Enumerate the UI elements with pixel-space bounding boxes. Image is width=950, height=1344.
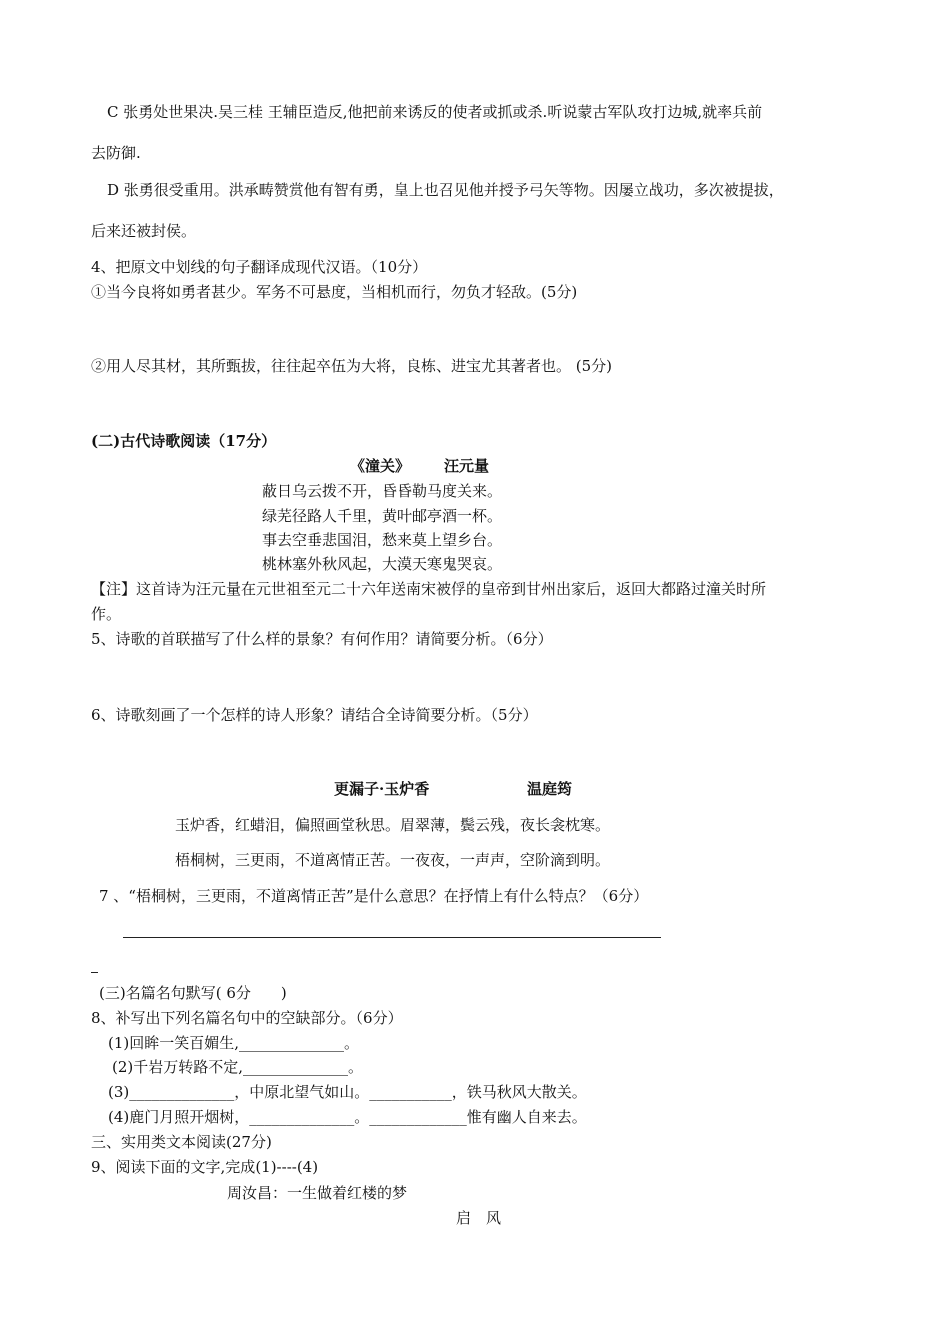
answer-line xyxy=(123,937,661,938)
q4-prompt: 4、把原文中划线的句子翻译成现代汉语。（10分） xyxy=(91,258,428,276)
poem1-note-line1: 【注】这首诗为汪元量在元世祖至元二十六年送南宋被俘的皇帝到甘州出家后，返回大都路过潼关时所 xyxy=(91,580,767,598)
article-title: 周汝昌：一生做着红楼的梦 xyxy=(227,1184,408,1202)
q4-item2: ②用人尽其材，其所甄拔，往往起卒伍为大将，良栋、进宝尤其著者也。 (5分) xyxy=(91,357,613,375)
poem1-line: 事去空垂悲国泪，愁来莫上望乡台。 xyxy=(262,531,503,549)
q8-prompt: 8、补写出下列名篇名句中的空缺部分。（6分） xyxy=(91,1009,403,1027)
option-c-line2: 去防御. xyxy=(91,144,141,162)
answer-line-stub xyxy=(91,972,98,973)
option-d-line1: D 张勇很受重用。洪承畴赞赏他有智有勇，皇上也召见他并授予弓矢等物。因屡立战功，多次被提拔， xyxy=(107,181,784,199)
poem1-line: 蔽日乌云拨不开，昏昏勒马度关来。 xyxy=(262,482,503,500)
poem2-line1: 玉炉香，红蜡泪，偏照画堂秋思。眉翠薄，鬓云残，夜长衾枕寒。 xyxy=(175,816,611,834)
q8-item: (1)回眸一笑百媚生,______________。 xyxy=(108,1034,360,1052)
section3-heading: (三)名篇名句默写( 6分 ) xyxy=(99,984,287,1002)
q9-prompt: 9、阅读下面的文字,完成(1)----(4) xyxy=(91,1158,319,1176)
poem1-line: 桃林塞外秋风起，大漠天寒鬼哭哀。 xyxy=(262,555,503,573)
q8-item: (4)鹿门月照开烟树，______________。_____________惟有幽人自来去。 xyxy=(108,1108,587,1126)
poem2-title: 更漏子·玉炉香 xyxy=(334,780,430,798)
option-c-line1: C 张勇处世果决.吴三桂 王辅臣造反,他把前来诱反的使者或抓或杀.听说蒙古军队攻打边城,就率兵前 xyxy=(107,103,763,121)
q8-item: (3)______________，中原北望气如山。___________，铁马秋风大散关。 xyxy=(108,1083,587,1101)
poem1-note-line2: 作。 xyxy=(91,605,122,623)
option-d-line2: 后来还被封侯。 xyxy=(91,222,197,240)
q7-prompt: 7 、“梧桐树，三更雨，不道离情正苦”是什么意思？在抒情上有什么特点？（6分） xyxy=(99,887,649,905)
q6-prompt: 6、诗歌刻画了一个怎样的诗人形象？请结合全诗简要分析。（5分） xyxy=(91,706,538,724)
poem2-line2: 梧桐树，三更雨，不道离情正苦。一夜夜，一声声，空阶滴到明。 xyxy=(175,851,611,869)
part3-heading: 三、实用类文本阅读(27分) xyxy=(91,1133,272,1151)
section2-heading: (二)古代诗歌阅读（17分） xyxy=(91,432,277,450)
q4-item1: ①当今良将如勇者甚少。军务不可悬度，当相机而行，勿负才轻敌。(5分) xyxy=(91,283,578,301)
poem2-author: 温庭筠 xyxy=(527,780,573,798)
poem1-author: 汪元量 xyxy=(444,457,490,475)
poem1-title: 《潼关》 xyxy=(350,457,411,475)
q5-prompt: 5、诗歌的首联描写了什么样的景象？有何作用？请简要分析。（6分） xyxy=(91,630,553,648)
q8-item: (2)千岩万转路不定,______________。 xyxy=(112,1058,364,1076)
article-author: 启 风 xyxy=(456,1209,502,1227)
poem1-line: 绿芜径路人千里，黄叶邮亭酒一杯。 xyxy=(262,507,503,525)
